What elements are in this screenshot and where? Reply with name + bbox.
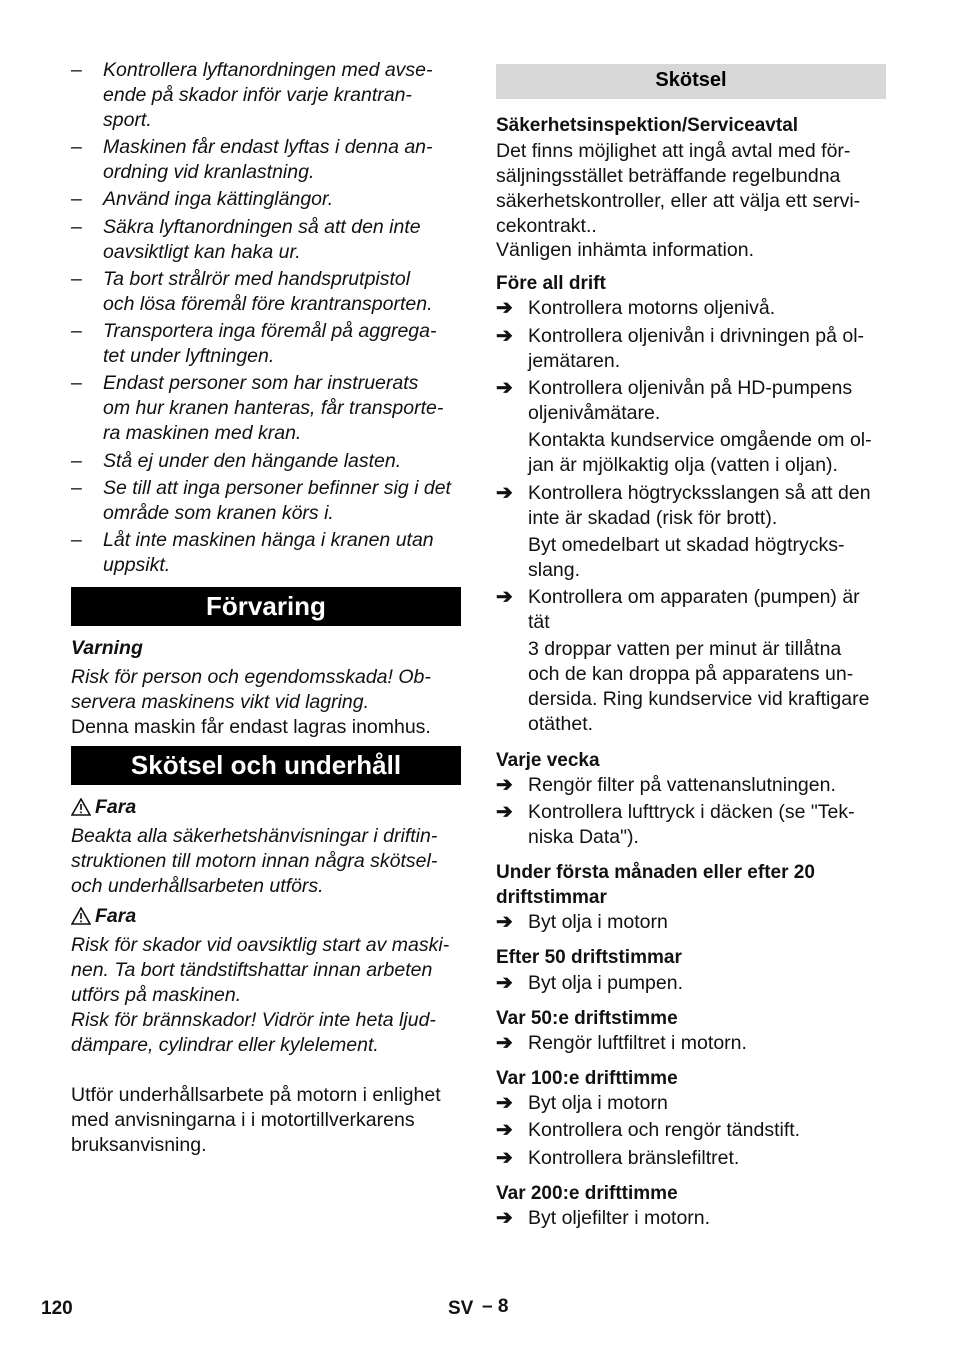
list-item bbox=[71, 58, 461, 133]
list-item-text: Kontrollera lyftanordningen med avse- ende på skador inför varje krantran- sport. bbox=[103, 59, 433, 131]
arrow-bullet-icon: ➔ bbox=[496, 774, 513, 796]
list-item bbox=[496, 971, 886, 996]
danger-notice bbox=[71, 795, 461, 823]
dash-bullet: – bbox=[71, 477, 82, 499]
section-page: – 8 bbox=[482, 1296, 509, 1317]
list-item-text: Maskinen får endast lyftas i denna an- ordning vid kranlastning. bbox=[103, 136, 433, 183]
danger-text: Beakta alla säkerhetshänvisningar i driftin- struktionen till motorn innan några skötsel- och underhållsarbeten utförs. bbox=[71, 825, 438, 897]
list-item bbox=[496, 296, 886, 321]
arrow-bullet-icon: ➔ bbox=[496, 325, 513, 347]
dash-bullet: – bbox=[71, 59, 82, 81]
list-item-text: Kontrollera bränslefiltret. bbox=[528, 1147, 740, 1169]
list-item-note: Byt omedelbart ut skadad högtrycks- slang. bbox=[528, 534, 845, 581]
list-item bbox=[496, 773, 886, 798]
list-item bbox=[71, 187, 461, 212]
arrow-bullet-icon: ➔ bbox=[496, 586, 513, 608]
dash-bullet: – bbox=[71, 268, 82, 290]
arrow-bullet-icon: ➔ bbox=[496, 1032, 513, 1054]
list-item-text: Kontrollera om apparaten (pumpen) är tät bbox=[528, 586, 860, 633]
list-item-note: Kontakta kundservice omgående om ol- jan är mjölkaktig olja (vatten i oljan). bbox=[528, 429, 872, 476]
list-item bbox=[496, 324, 886, 374]
list-item bbox=[496, 1031, 886, 1056]
arrow-bullet-icon: ➔ bbox=[496, 1092, 513, 1114]
list-item-text: Byt oljefilter i motorn. bbox=[528, 1207, 711, 1229]
every200-title: Var 200:e drifttimme bbox=[496, 1183, 678, 1204]
list-item bbox=[496, 481, 886, 531]
list-item-text: Rengör luftfiltret i motorn. bbox=[528, 1032, 747, 1054]
list-item-text: Stå ej under den hängande lasten. bbox=[103, 450, 402, 472]
safety-text: Det finns möjlighet att ingå avtal med för- säljningsstället beträffande regelbundna säkerhetskontroller, eller att välja ett servi- cekontrakt.. bbox=[496, 140, 861, 237]
after50-title: Efter 50 driftstimmar bbox=[496, 947, 682, 968]
warning-triangle-icon bbox=[71, 798, 95, 823]
list-item-text: Kontrollera lufttryck i däcken (se "Tek- niska Data"). bbox=[528, 801, 855, 848]
list-item bbox=[496, 1091, 886, 1116]
list-item bbox=[496, 1206, 886, 1231]
arrow-bullet-icon: ➔ bbox=[496, 297, 513, 319]
list-item-text: Byt olja i motorn bbox=[528, 911, 668, 933]
list-item-text: Använd inga kättinglängor. bbox=[103, 188, 334, 210]
danger-notice bbox=[71, 904, 461, 932]
dash-bullet: – bbox=[71, 372, 82, 394]
list-item bbox=[71, 528, 461, 578]
list-item-text: Låt inte maskinen hänga i kranen utan uppsikt. bbox=[103, 529, 434, 576]
storage-heading: Förvaring bbox=[71, 587, 461, 626]
language-code: SV bbox=[448, 1298, 474, 1319]
list-item bbox=[71, 215, 461, 265]
safety-info: Vänligen inhämta information. bbox=[496, 239, 754, 261]
care-section-heading: Skötsel bbox=[496, 64, 886, 99]
list-item-text: Byt olja i pumpen. bbox=[528, 972, 684, 994]
arrow-bullet-icon: ➔ bbox=[496, 1119, 513, 1141]
engine-note: Utför underhållsarbete på motorn i enlighet med anvisningarna i i motortillverkarens bruksanvisning. bbox=[71, 1084, 441, 1156]
dash-bullet: – bbox=[71, 216, 82, 238]
list-item-text: Byt olja i motorn bbox=[528, 1092, 668, 1114]
warning-text: Risk för person och egendomsskada! Ob- servera maskinens vikt vid lagring. bbox=[71, 666, 431, 713]
list-item-text: Kontrollera och rengör tändstift. bbox=[528, 1119, 801, 1141]
list-item-text: Ta bort strålrör med handsprutpistol och lösa föremål före krantransporten. bbox=[103, 268, 433, 315]
danger-text: Risk för skador vid oavsiktlig start av maski- nen. Ta bort tändstiftshattar innan arbeten utförs på maskinen. Risk för brännskador! Vidrör inte heta ljud- dämpare, cylindrar eller kylelement. bbox=[71, 934, 450, 1056]
list-item-text: Kontrollera oljenivån på HD-pumpens oljenivåmätare. bbox=[528, 377, 853, 424]
list-item bbox=[71, 135, 461, 185]
warning-label: Varning bbox=[71, 637, 143, 659]
danger-label: Fara bbox=[95, 796, 137, 818]
list-item-text: Kontrollera motorns oljenivå. bbox=[528, 297, 776, 319]
list-item bbox=[496, 1146, 886, 1171]
before-title: Före all drift bbox=[496, 273, 606, 294]
arrow-bullet-icon: ➔ bbox=[496, 801, 513, 823]
page-number: 120 bbox=[41, 1298, 73, 1319]
list-item bbox=[496, 910, 886, 935]
list-item bbox=[496, 800, 886, 850]
list-item-note: 3 droppar vatten per minut är tillåtna och de kan droppa på apparatens un- dersida. Ring kundservice vid kraftigare otäthet. bbox=[528, 638, 870, 735]
list-item-text: Transportera inga föremål på aggrega- tet under lyftningen. bbox=[103, 320, 437, 367]
list-item bbox=[71, 371, 461, 446]
arrow-bullet-icon: ➔ bbox=[496, 911, 513, 933]
list-item-text: Kontrollera högtrycksslangen så att den inte är skadad (risk för brott). bbox=[528, 482, 871, 529]
dash-bullet: – bbox=[71, 529, 82, 551]
storage-note: Denna maskin får endast lagras inomhus. bbox=[71, 716, 431, 738]
weekly-title: Varje vecka bbox=[496, 750, 600, 771]
list-item bbox=[71, 319, 461, 369]
arrow-bullet-icon: ➔ bbox=[496, 482, 513, 504]
arrow-bullet-icon: ➔ bbox=[496, 1147, 513, 1169]
dash-bullet: – bbox=[71, 450, 82, 472]
dash-bullet: – bbox=[71, 188, 82, 210]
list-item bbox=[496, 1118, 886, 1143]
every100-title: Var 100:e drifttimme bbox=[496, 1068, 678, 1089]
arrow-bullet-icon: ➔ bbox=[496, 377, 513, 399]
safety-title: Säkerhetsinspektion/Serviceavtal bbox=[496, 115, 799, 136]
danger-label: Fara bbox=[95, 905, 137, 927]
list-item bbox=[71, 476, 461, 526]
list-item-text: Endast personer som har instruerats om hur kranen hanteras, får transporte- ra maskinen med kran. bbox=[103, 372, 444, 444]
list-item-text: Säkra lyftanordningen så att den inte oavsiktligt kan haka ur. bbox=[103, 216, 421, 263]
every50-title: Var 50:e driftstimme bbox=[496, 1008, 678, 1029]
list-item bbox=[496, 585, 886, 635]
first-month-title: Under första månaden eller efter 20 driftstimmar bbox=[496, 862, 815, 908]
warning-triangle-icon bbox=[71, 907, 95, 932]
arrow-bullet-icon: ➔ bbox=[496, 972, 513, 994]
list-item-text: Kontrollera oljenivån i drivningen på ol- jemätaren. bbox=[528, 325, 865, 372]
list-item bbox=[496, 376, 886, 426]
arrow-bullet-icon: ➔ bbox=[496, 1207, 513, 1229]
care-heading: Skötsel och underhåll bbox=[71, 746, 461, 785]
dash-bullet: – bbox=[71, 320, 82, 342]
list-item-text: Rengör filter på vattenanslutningen. bbox=[528, 774, 836, 796]
dash-bullet: – bbox=[71, 136, 82, 158]
list-item-text: Se till att inga personer befinner sig i det område som kranen körs i. bbox=[103, 477, 451, 524]
list-item bbox=[71, 449, 461, 474]
list-item bbox=[71, 267, 461, 317]
